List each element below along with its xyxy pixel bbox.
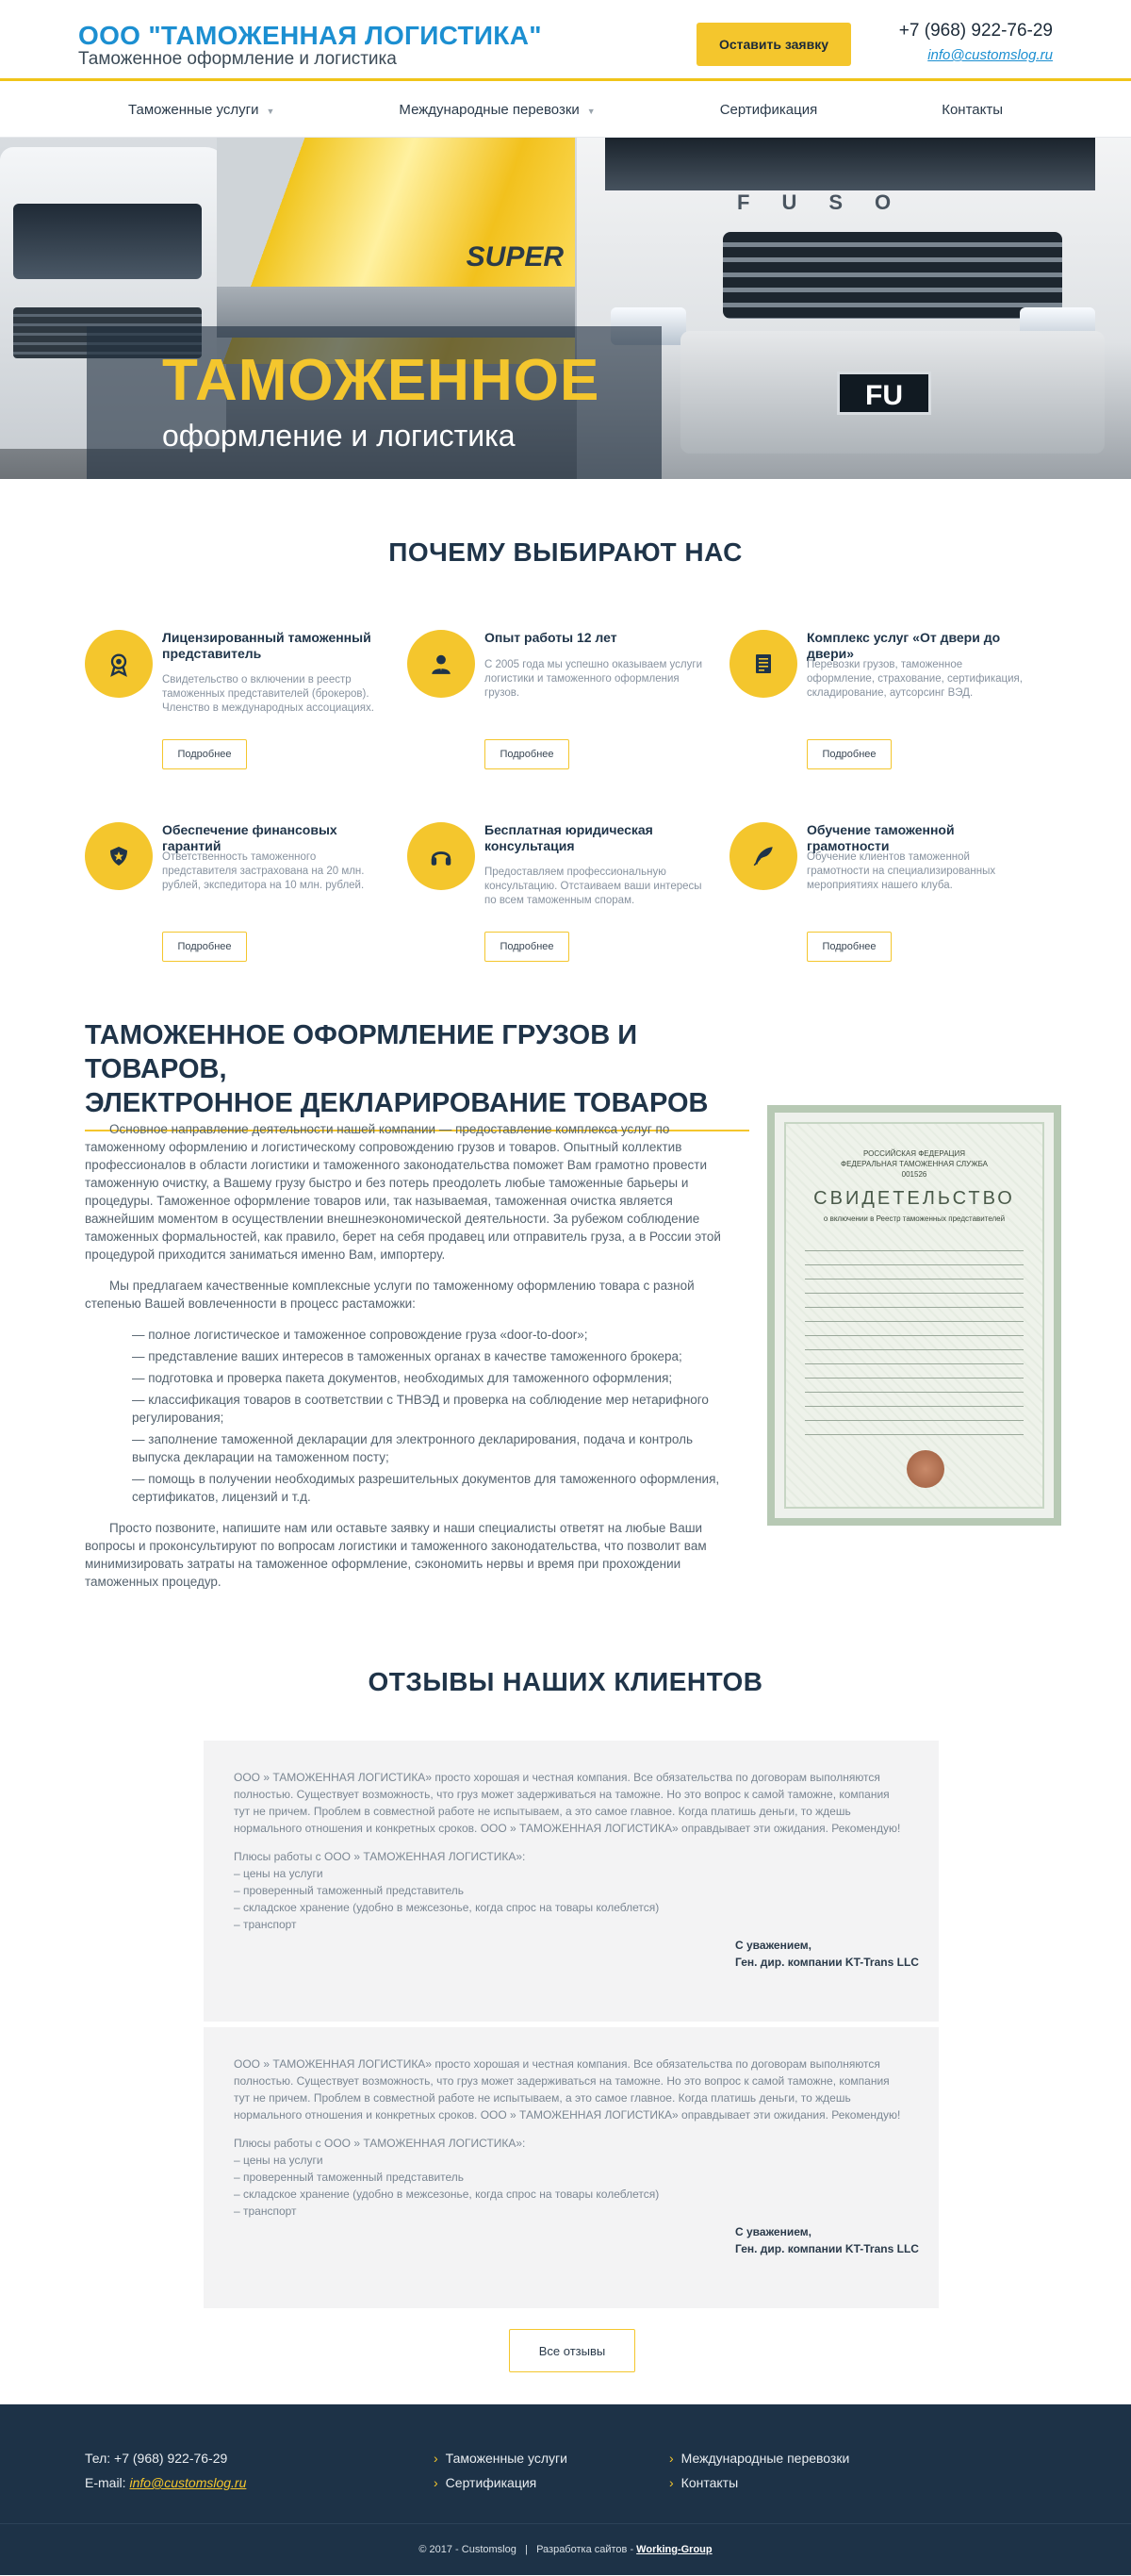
more-button[interactable]: Подробнее	[162, 739, 247, 769]
truck-windshield	[605, 138, 1095, 190]
list-item: — подготовка и проверка пакета документов, необходимых для таможенного оформления;	[132, 1371, 673, 1385]
certificate-header-line: ФЕДЕРАЛЬНАЯ ТАМОЖЕННАЯ СЛУЖБА	[840, 1160, 989, 1168]
certificate-frame	[784, 1122, 1044, 1509]
footer-email-label: E-mail:	[85, 2475, 126, 2490]
customs-paragraph: Мы предлагаем качественные комплексные услуги по таможенному оформлению товара с разной степенью Вашей вовлеченности в процесс растаможки:	[85, 1279, 695, 1311]
feature-text: Предоставляем профессиональную консультацию. Отстаиваем ваши интересы по всем таможенным спорам.	[484, 867, 702, 906]
footer-link-label: Контакты	[680, 2475, 739, 2490]
section-title: ПОЧЕМУ ВЫБИРАЮТ НАС	[388, 537, 743, 567]
list-item: — классификация товаров в соответствии с ТНВЭД и проверка на соблюдение мер нетарифного регулирования;	[132, 1393, 709, 1425]
feature-title: Обеспечение финансовых гарантий	[162, 822, 337, 853]
list-item: — помощь в получении необходимых разрешительных документов для таможенного оформления, сертификатов, лицензий и т.д.	[132, 1472, 720, 1504]
nav-item-certification[interactable]	[720, 102, 817, 118]
feature-icon-circle	[85, 630, 153, 698]
footer-link-label: Таможенные услуги	[445, 2451, 567, 2466]
footer-links-col1	[434, 2446, 567, 2495]
certificate-image[interactable]	[767, 1105, 1061, 1526]
truck-grill	[723, 232, 1062, 319]
copyright: © 2017 - Customslog	[418, 2544, 516, 2555]
chevron-right-icon: ›	[434, 2475, 438, 2490]
footer-email-link[interactable]: info@customslog.ru	[129, 2475, 247, 2490]
review-sign-line: С уважением,	[735, 1939, 811, 1952]
more-button[interactable]: Подробнее	[484, 739, 569, 769]
footer-email-row	[85, 2470, 246, 2495]
feature-text: Перевозки грузов, таможенное оформление, страхование, сертификация, складирование, аутсорсинг ВЭД.	[807, 659, 1023, 699]
feature-icon-circle	[407, 630, 475, 698]
truck-windshield	[13, 204, 202, 279]
person-icon	[429, 652, 453, 676]
nav-item-customs-services[interactable]	[128, 102, 274, 118]
review-body: ООО » ТАМОЖЕННАЯ ЛОГИСТИКА» просто хорошая и честная компания. Все обязательства по договорам выполняются полностью. Существует возможность, что груз может задерживаться на таможне. Но это вопрос к самой таможне, компания тут не причем. Проблем в совместной работе не испытываем, а это самое главное. Когда платишь деньги, то ждешь нормального отношения и конкретных сроков. ООО » ТАМОЖЕННАЯ ЛОГИСТИКА» оправдывает эти ожидания. Рекомендую!	[234, 1771, 901, 1835]
certificate-subtitle: о включении в Реестр таможенных представителей	[823, 1214, 1006, 1223]
feature-title: Комплекс услуг «От двери до двери»	[807, 630, 1001, 661]
review-pros-title: Плюсы работы с ООО » ТАМОЖЕННАЯ ЛОГИСТИКА»:	[234, 2137, 526, 2150]
site-header	[0, 0, 1131, 81]
order-button[interactable]: Оставить заявку	[697, 23, 851, 66]
footer-links-col2	[669, 2446, 849, 2495]
review-sign-line: Ген. дир. компании KT-Trans LLC	[735, 1956, 919, 1969]
developer-label: Разработка сайтов -	[536, 2544, 634, 2555]
certificate-header	[786, 1148, 1042, 1180]
company-name[interactable]: ООО "ТАМОЖЕННАЯ ЛОГИСТИКА"	[78, 21, 542, 50]
footer-link-customs-services[interactable]	[434, 2446, 567, 2470]
developer-link[interactable]: Working-Group	[636, 2544, 713, 2555]
customs-title-line: ТАМОЖЕННОЕ ОФОРМЛЕНИЕ ГРУЗОВ И ТОВАРОВ,	[85, 1020, 638, 1084]
more-button[interactable]: Подробнее	[484, 932, 569, 962]
feature-card	[729, 630, 1031, 800]
chevron-right-icon: ›	[669, 2451, 674, 2466]
review-pro-item: – транспорт	[234, 2204, 297, 2218]
nav-item-label: Контакты	[942, 101, 1003, 118]
customs-title	[85, 1018, 749, 1131]
chevron-right-icon: ›	[434, 2451, 438, 2466]
feature-card	[729, 822, 1031, 992]
all-reviews-button[interactable]: Все отзывы	[509, 2329, 635, 2372]
truck-plate: FU	[837, 372, 931, 415]
feature-title: Лицензированный таможенный представитель	[162, 630, 371, 661]
review-signature	[735, 2223, 919, 2257]
review-body: ООО » ТАМОЖЕННАЯ ЛОГИСТИКА» просто хорошая и честная компания. Все обязательства по договорам выполняются полностью. Существует возможность, что груз может задерживаться на таможне. Но это вопрос к самой таможне, компания тут не причем. Проблем в совместной работе не испытываем, а это самое главное. Когда платишь деньги, то ждешь нормального отношения и конкретных сроков. ООО » ТАМОЖЕННАЯ ЛОГИСТИКА» оправдывает эти ожидания. Рекомендую!	[234, 2057, 901, 2122]
customs-section	[0, 1018, 1131, 1641]
seal-icon	[907, 1450, 944, 1488]
chevron-down-icon: ▼	[586, 106, 596, 116]
services-list	[132, 1326, 722, 1506]
header-email-link[interactable]: info@customslog.ru	[927, 47, 1053, 63]
reviews-section	[0, 1667, 1131, 2358]
review-pros-title: Плюсы работы с ООО » ТАМОЖЕННАЯ ЛОГИСТИКА»:	[234, 1850, 526, 1863]
footer-link-contacts[interactable]	[669, 2470, 849, 2495]
footer-phone[interactable]: Тел: +7 (968) 922-76-29	[85, 2451, 228, 2466]
quill-icon	[751, 844, 776, 868]
feature-icon-circle	[407, 822, 475, 890]
section-title: ОТЗЫВЫ НАШИХ КЛИЕНТОВ	[368, 1667, 763, 1696]
review-text	[234, 1769, 909, 1933]
review-text	[234, 2056, 909, 2220]
feature-title: Обучение таможенной грамотности	[807, 822, 955, 853]
customs-paragraph: Основное направление деятельности нашей компании — предоставление комплекса услуг по таможенному оформлению и логистическому сопровождению грузов и товаров. Опытный коллектив профессионалов в области логистики и таможенного законодательства поможет Вам грамотно провести таможенную очистку, а Вашему грузу быстро и без потерь преодолеть любые таможенные барьеры и процедуры. Таможенное оформление товаров или, так называемая, таможенная очистка является важнейшим моментом в осуществлении внешнеэкономической деятельности. За рубежом соблюдение таможенных формальностей, как правило, берет на себя продавец или отправитель груза, а в России этой процедурой приходится заниматься именно Вам, импортеру.	[85, 1122, 721, 1262]
site-footer	[0, 2404, 1131, 2575]
list-item: — заполнение таможенной декларации для электронного декларирования, подача и контроль выпуска декларации на таможенном посту;	[132, 1432, 694, 1464]
certificate-number: 001526	[901, 1170, 927, 1179]
review-sign-line: С уважением,	[735, 2225, 811, 2238]
footer-separator: |	[525, 2544, 528, 2555]
headset-icon	[429, 844, 453, 868]
certificate-title: СВИДЕТЕЛЬСТВО	[813, 1188, 1015, 1209]
certificate-text-lines	[805, 1237, 1024, 1445]
footer-bottom-bar	[0, 2523, 1131, 2575]
nav-item-international-transport[interactable]	[399, 102, 595, 118]
nav-item-label: Таможенные услуги	[128, 101, 259, 118]
footer-link-certification[interactable]	[434, 2470, 567, 2495]
list-item: — полное логистическое и таможенное сопровождение груза «door-to-door»;	[132, 1328, 588, 1342]
list-item: — представление ваших интересов в таможенных органах в качестве таможенного брокера;	[132, 1349, 682, 1363]
feature-title: Бесплатная юридическая консультация	[484, 822, 653, 853]
customs-paragraph: Просто позвоните, напишите нам или оставьте заявку и наши специалисты ответят на любые Ваши вопросы и проконсультируют по вопросам логистики и таможенного законодательства, что позволит вам минимизировать затраты на таможенное оформление, сэкономить нервы и время при прохождении таможенных процедур.	[85, 1521, 707, 1589]
review-pro-item: – проверенный таможенный представитель	[234, 2171, 465, 2184]
review-signature	[735, 1937, 919, 1971]
header-phone[interactable]: +7 (968) 922-76-29	[898, 21, 1053, 41]
more-button[interactable]: Подробнее	[807, 932, 892, 962]
footer-contacts	[85, 2446, 246, 2495]
feature-icon-circle	[729, 822, 797, 890]
review-pro-item: – проверенный таможенный представитель	[234, 1884, 465, 1897]
review-pro-item: – складское хранение (удобно в межсезонье, когда спрос на товары колеблется)	[234, 2188, 660, 2201]
review-card	[204, 2027, 939, 2308]
more-button[interactable]: Подробнее	[162, 932, 247, 962]
certificate-header-line: РОССИЙСКАЯ ФЕДЕРАЦИЯ	[863, 1149, 965, 1158]
feature-text: Ответственность таможенного представителя застрахована на 20 млн. рублей, экспедитора на 10 млн. рублей.	[162, 851, 365, 891]
footer-link-international-transport[interactable]	[669, 2446, 849, 2470]
review-pro-item: – цены на услуги	[234, 1867, 323, 1880]
more-button[interactable]: Подробнее	[807, 739, 892, 769]
hero-subtitle: оформление и логистика	[162, 419, 516, 453]
nav-item-label: Международные перевозки	[399, 101, 580, 118]
feature-text: Свидетельство о включении в реестр таможенных представителей (брокеров). Членство в международных ассоциациях.	[162, 674, 374, 714]
review-sign-line: Ген. дир. компании KT-Trans LLC	[735, 2242, 919, 2255]
feature-text: С 2005 года мы успешно оказываем услуги логистики и таможенного оформления грузов.	[484, 659, 702, 699]
medal-icon	[106, 651, 132, 677]
truck-brand-logo: FUSO	[737, 190, 924, 214]
footer-link-label: Сертификация	[445, 2475, 537, 2490]
trailer-brand-text: SUPER	[466, 241, 564, 272]
nav-item-label: Сертификация	[719, 101, 818, 118]
hero-title: ТАМОЖЕННОЕ	[162, 348, 600, 413]
feature-title: Опыт работы 12 лет	[484, 630, 617, 645]
feature-card	[85, 822, 386, 992]
feature-icon-circle	[85, 822, 153, 890]
review-pro-item: – цены на услуги	[234, 2154, 323, 2167]
company-tagline: Таможенное оформление и логистика	[78, 49, 397, 69]
feature-text: Обучение клиентов таможенной грамотности на специализированных мероприятиях нашего клуба.	[807, 851, 996, 891]
chevron-right-icon: ›	[669, 2475, 674, 2490]
feature-icon-circle	[729, 630, 797, 698]
hero-banner	[0, 138, 1131, 479]
review-pro-item: – транспорт	[234, 1918, 297, 1931]
customs-title-line: ЭЛЕКТРОННОЕ ДЕКЛАРИРОВАНИЕ ТОВАРОВ	[85, 1088, 709, 1118]
feature-card	[85, 630, 386, 800]
shield-icon	[107, 844, 130, 868]
review-pro-item: – складское хранение (удобно в межсезонье, когда спрос на товары колеблется)	[234, 1901, 660, 1914]
main-nav	[0, 81, 1131, 138]
nav-item-contacts[interactable]	[942, 102, 1003, 118]
document-icon	[752, 652, 775, 676]
review-card	[204, 1741, 939, 2022]
customs-description	[85, 1120, 722, 1604]
footer-link-label: Международные перевозки	[680, 2451, 850, 2466]
feature-card	[407, 630, 709, 800]
chevron-down-icon: ▼	[266, 106, 275, 116]
feature-card	[407, 822, 709, 992]
